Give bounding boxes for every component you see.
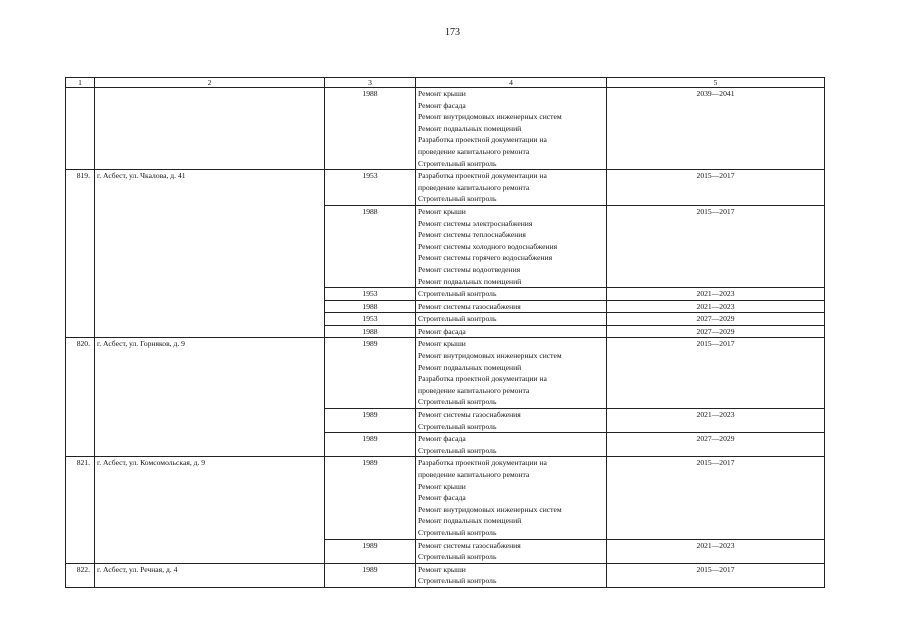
work-item: Ремонт системы холодного водоснабжения: [418, 241, 558, 251]
work-item: Ремонт подвальных помещений: [418, 123, 522, 133]
table-row: [66, 325, 825, 338]
object-number-cell: 821.: [66, 457, 95, 539]
work-item: проведение капитального ремонта: [418, 385, 530, 395]
object-number-cell: 819.: [66, 170, 95, 206]
year-cell: 1953: [325, 170, 416, 206]
period-cell: 2021—2023: [607, 288, 825, 301]
work-item: Строительный контроль: [418, 445, 497, 455]
period-cell: 2015—2017: [607, 170, 825, 206]
table-row: [66, 338, 825, 409]
column-header-2: 2: [95, 78, 325, 88]
period-cell: 2021—2023: [607, 300, 825, 313]
work-item: Строительный контроль: [418, 397, 497, 407]
address-cell: [95, 409, 325, 433]
repair-schedule-table: [65, 77, 825, 588]
work-item: проведение капитального ремонта: [418, 182, 530, 192]
works-cell: [416, 338, 607, 409]
period-cell: 2015—2017: [607, 338, 825, 409]
work-item: Строительный контроль: [418, 576, 497, 586]
works-cell: [416, 539, 607, 563]
table-row: [66, 88, 825, 170]
address-cell: [95, 325, 325, 338]
column-header-4: 4: [416, 78, 607, 88]
address-cell: [95, 539, 325, 563]
work-item: Ремонт системы горячего водоснабжения: [418, 253, 553, 263]
works-cell: [416, 433, 607, 457]
table-row: [66, 288, 825, 301]
year-cell: 1989: [325, 338, 416, 409]
work-item: Ремонт фасада: [418, 100, 466, 110]
period-cell: 2039—2041: [607, 88, 825, 170]
work-item: Ремонт системы электроснабжения: [418, 218, 533, 228]
period-cell: 2027—2029: [607, 325, 825, 338]
year-cell: 1989: [325, 433, 416, 457]
object-number-cell: [66, 288, 95, 301]
work-item: Ремонт внутридомовых инженерных систем: [418, 351, 562, 361]
work-item: Ремонт внутридомовых инженерных систем: [418, 112, 562, 122]
address-cell: г. Асбест, ул. Чкалова, д. 41: [95, 170, 325, 206]
object-number-cell: 820.: [66, 338, 95, 409]
year-cell: 1953: [325, 313, 416, 326]
work-item: Строительный контроль: [418, 552, 497, 562]
work-item: Разработка проектной документации на: [418, 171, 547, 181]
period-cell: 2015—2017: [607, 563, 825, 587]
object-number-cell: [66, 300, 95, 313]
period-cell: 2027—2029: [607, 433, 825, 457]
period-cell: 2015—2017: [607, 457, 825, 539]
address-cell: [95, 433, 325, 457]
object-number-cell: [66, 88, 95, 170]
work-item: Строительный контроль: [418, 314, 497, 324]
table-row: [66, 170, 825, 206]
work-item: Разработка проектной документации на: [418, 135, 547, 145]
object-number-cell: 822.: [66, 563, 95, 587]
table-row: [66, 433, 825, 457]
object-number-cell: [66, 433, 95, 457]
works-cell: [416, 457, 607, 539]
year-cell: 1989: [325, 457, 416, 539]
object-number-cell: [66, 205, 95, 287]
works-cell: [416, 300, 607, 313]
work-item: Ремонт внутридомовых инженерных систем: [418, 504, 562, 514]
period-cell: 2015—2017: [607, 205, 825, 287]
work-item: Ремонт подвальных помещений: [418, 276, 522, 286]
period-cell: 2021—2023: [607, 409, 825, 433]
address-cell: [95, 300, 325, 313]
work-item: Строительный контроль: [418, 194, 497, 204]
work-item: Разработка проектной документации на: [418, 374, 547, 384]
work-item: Ремонт фасада: [418, 434, 466, 444]
work-item: Строительный контроль: [418, 158, 497, 168]
work-item: Разработка проектной документации на: [418, 458, 547, 468]
work-item: проведение капитального ремонта: [418, 470, 530, 479]
work-item: Ремонт подвальных помещений: [418, 362, 522, 372]
period-cell: 2021—2023: [607, 539, 825, 563]
work-item: Ремонт системы газоснабжения: [418, 410, 521, 420]
address-cell: г. Асбест, ул. Речная, д. 4: [95, 563, 325, 587]
works-cell: [416, 409, 607, 433]
address-cell: г. Асбест, ул. Горняков, д. 9: [95, 338, 325, 409]
work-item: проведение капитального ремонта: [418, 146, 530, 156]
year-cell: 1988: [325, 205, 416, 287]
table-row: [66, 205, 825, 287]
works-cell: [416, 325, 607, 338]
table-row: [66, 457, 825, 539]
work-item: Ремонт крыши: [418, 339, 466, 349]
column-header-5: 5: [607, 78, 825, 88]
page-number: 173: [445, 27, 460, 38]
works-cell: [416, 88, 607, 170]
year-cell: 1989: [325, 409, 416, 433]
work-item: Строительный контроль: [418, 527, 497, 537]
work-item: Ремонт системы водоотведения: [418, 264, 521, 274]
works-cell: [416, 563, 607, 587]
object-number-cell: [66, 325, 95, 338]
table-row: [66, 313, 825, 326]
year-cell: 1953: [325, 288, 416, 301]
object-number-cell: [66, 409, 95, 433]
address-cell: [95, 205, 325, 287]
address-cell: [95, 288, 325, 301]
year-cell: 1989: [325, 563, 416, 587]
period-cell: 2027—2029: [607, 313, 825, 326]
column-header-1: 1: [66, 78, 95, 88]
year-cell: 1988: [325, 300, 416, 313]
table-header: [66, 78, 825, 88]
object-number-cell: [66, 313, 95, 326]
works-cell: [416, 288, 607, 301]
work-item: Строительный контроль: [418, 289, 497, 299]
address-cell: [95, 313, 325, 326]
work-item: Ремонт крыши: [418, 89, 466, 98]
work-item: Ремонт крыши: [418, 481, 466, 491]
table-row: [66, 300, 825, 313]
address-cell: г. Асбест, ул. Комсомольская, д. 9: [95, 457, 325, 539]
table-row: [66, 563, 825, 587]
object-number-cell: [66, 539, 95, 563]
work-item: Ремонт системы газоснабжения: [418, 301, 521, 311]
work-item: Ремонт системы газоснабжения: [418, 540, 521, 550]
work-item: Строительный контроль: [418, 421, 497, 431]
address-cell: [95, 88, 325, 170]
header-row: [66, 78, 825, 88]
year-cell: 1988: [325, 325, 416, 338]
work-item: Ремонт системы теплоснабжения: [418, 230, 526, 240]
table-body: [66, 88, 825, 588]
work-item: Ремонт крыши: [418, 206, 466, 216]
table-row: [66, 409, 825, 433]
works-cell: [416, 170, 607, 206]
work-item: Ремонт фасада: [418, 493, 466, 503]
year-cell: 1988: [325, 88, 416, 170]
work-item: Ремонт фасада: [418, 326, 466, 336]
works-cell: [416, 313, 607, 326]
works-cell: [416, 205, 607, 287]
year-cell: 1989: [325, 539, 416, 563]
column-header-3: 3: [325, 78, 416, 88]
work-item: Ремонт подвальных помещений: [418, 516, 522, 526]
table-row: [66, 539, 825, 563]
work-item: Ремонт крыши: [418, 564, 466, 574]
